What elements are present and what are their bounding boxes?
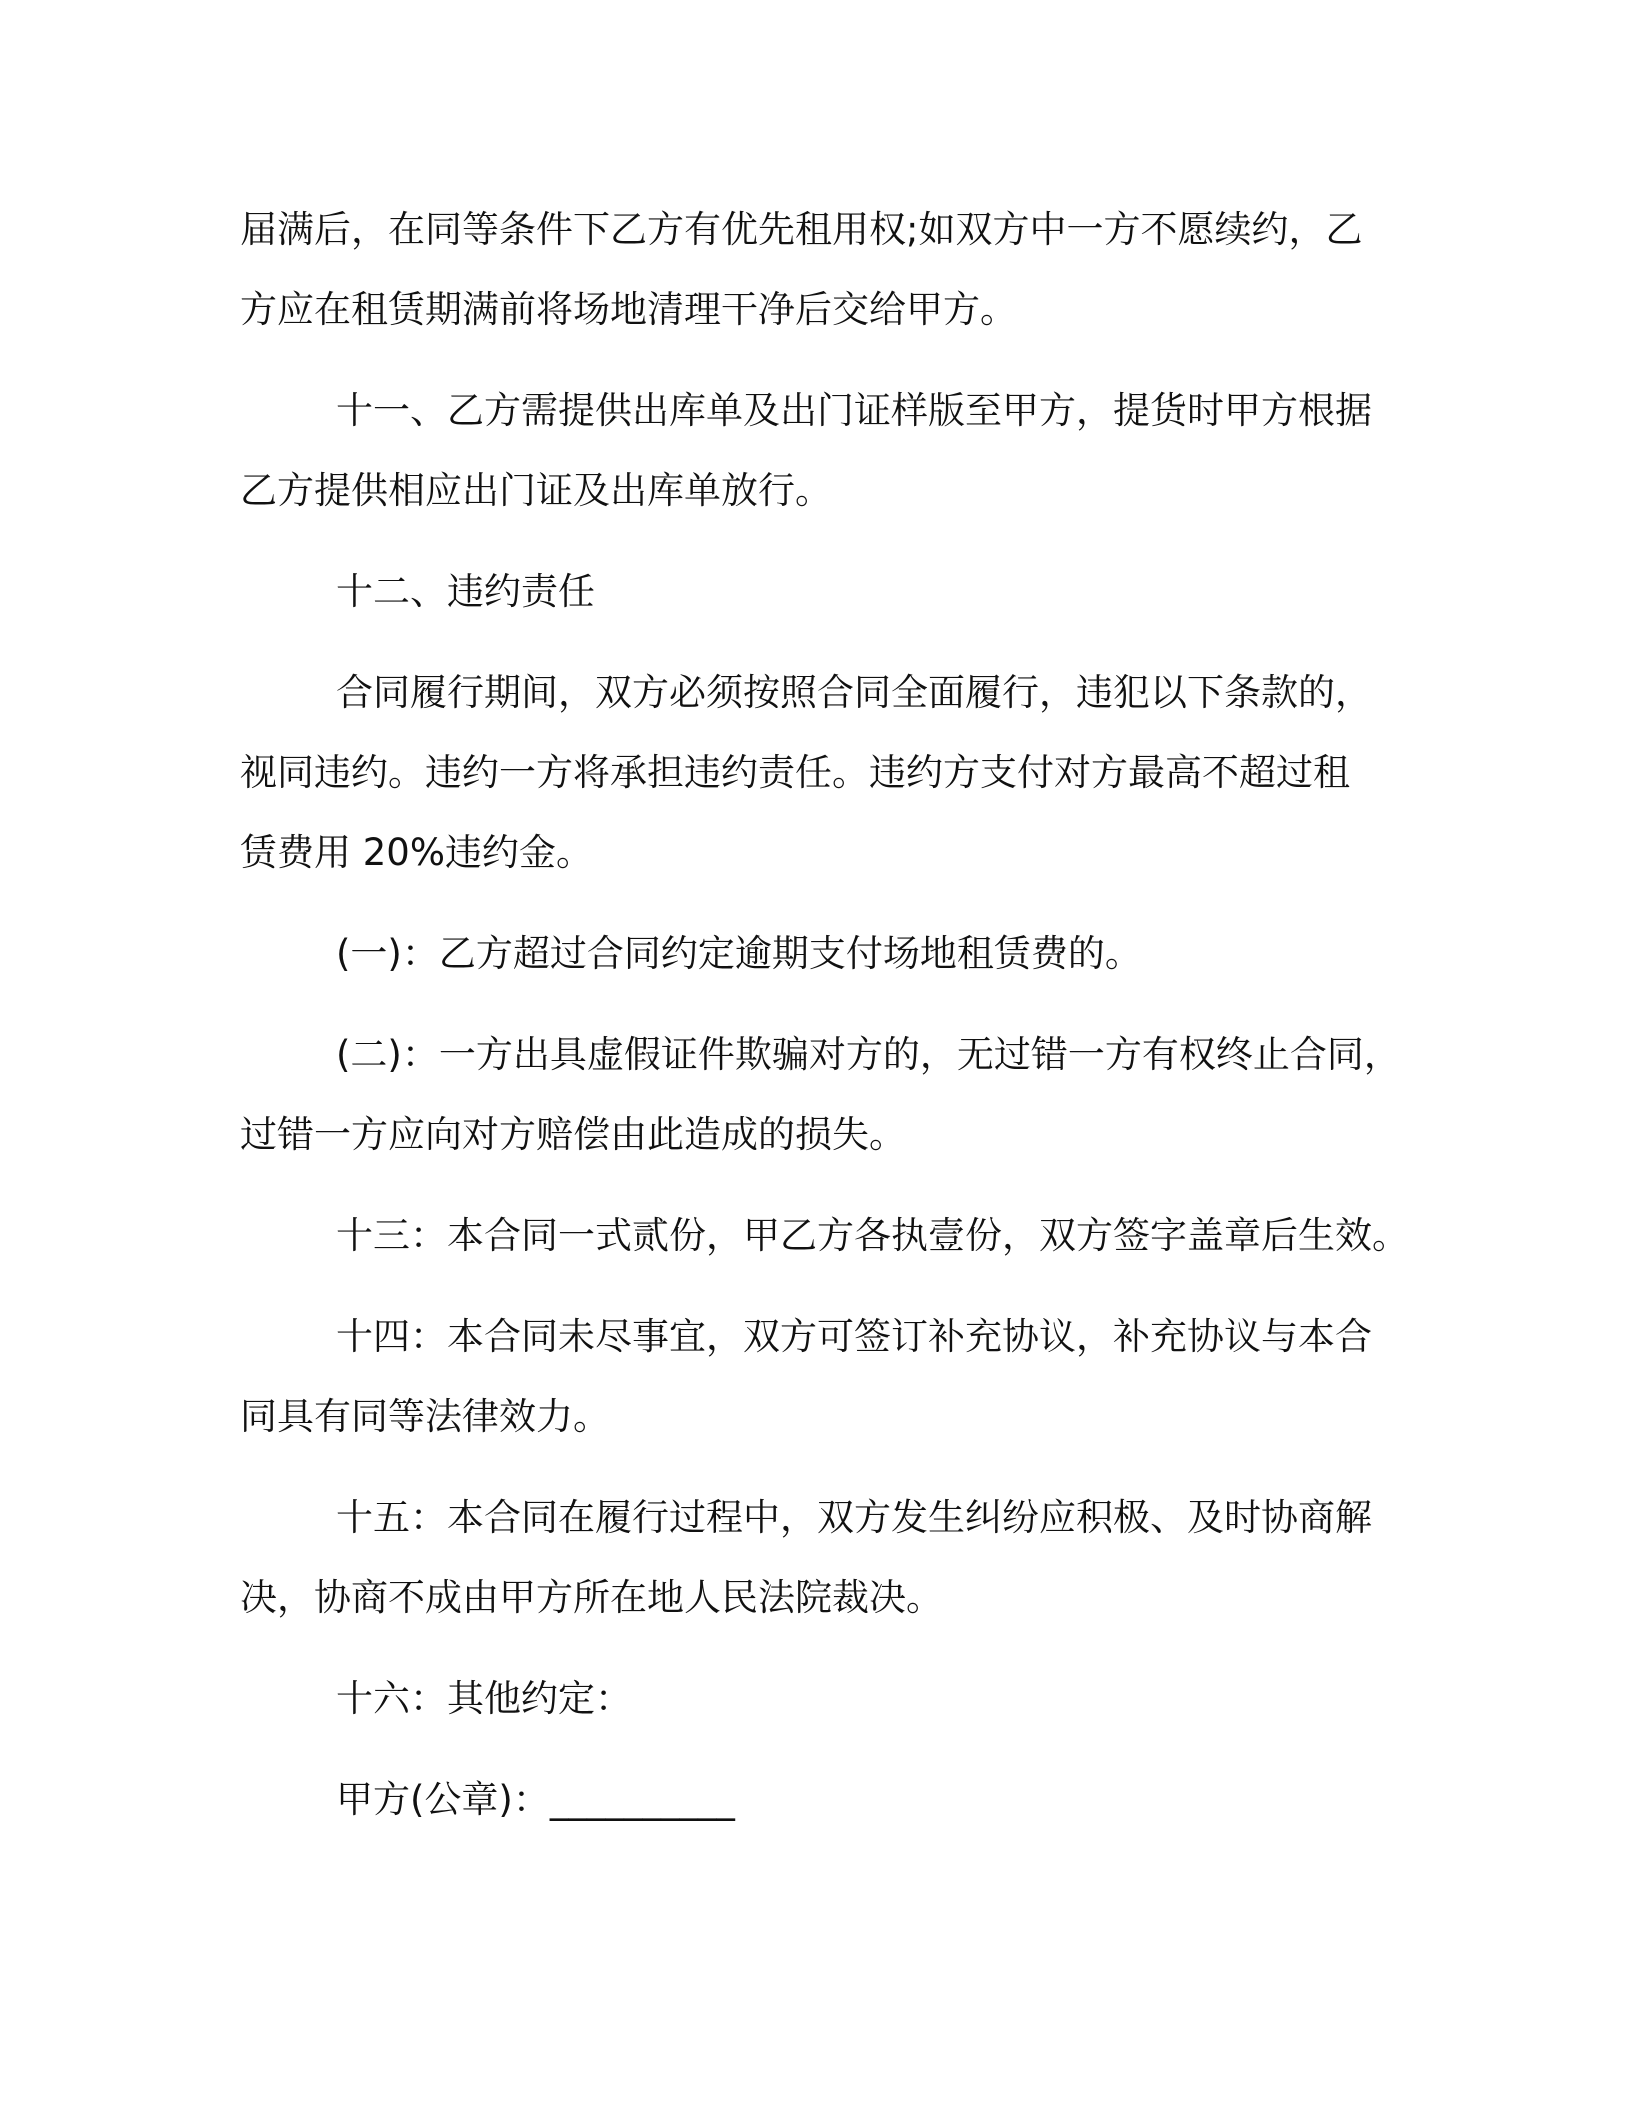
text-line: 决，协商不成由甲方所在地人民法院裁决。 [240, 1576, 943, 1619]
signature-block [240, 1760, 1410, 1840]
signature-blank: __________ [549, 1778, 735, 1821]
text-line: (一)：乙方超过合同约定逾期支付场地租赁费的。 [336, 932, 1142, 975]
paragraph-clause-12-body [240, 653, 1410, 893]
text-line: 十一、乙方需提供出库单及出门证样版至甲方，提货时甲方根据 [336, 389, 1372, 432]
text-line: 合同履行期间，双方必须按照合同全面履行，违犯以下条款的， [336, 671, 1372, 714]
text-line: 方应在租赁期满前将场地清理干净后交给甲方。 [240, 288, 1017, 331]
text-line: 届满后，在同等条件下乙方有优先租用权;如双方中一方不愿续约，乙 [240, 208, 1363, 251]
text-line: 乙方提供相应出门证及出库单放行。 [240, 469, 832, 512]
section-heading: 十二、违约责任 [336, 570, 595, 613]
text-line: 过错一方应向对方赔偿由此造成的损失。 [240, 1113, 906, 1156]
signature-label: 甲方(公章)： [336, 1778, 550, 1821]
paragraph-intro-continuation [240, 190, 1410, 350]
text-line: 十四：本合同未尽事宜，双方可签订补充协议，补充协议与本合 [336, 1315, 1372, 1358]
text-line: 同具有同等法律效力。 [240, 1395, 610, 1438]
paragraph-clause-13 [240, 1196, 1410, 1276]
document-body [240, 190, 1410, 1861]
text-line: 十三：本合同一式贰份，甲乙方各执壹份，双方签字盖章后生效。 [336, 1214, 1409, 1257]
text-line: 视同违约。违约一方将承担违约责任。违约方支付对方最高不超过租 [240, 751, 1350, 794]
paragraph-clause-12-item-2 [240, 1015, 1410, 1175]
paragraph-clause-11 [240, 371, 1410, 531]
paragraph-clause-14 [240, 1297, 1410, 1457]
signature-line-party-a [240, 1760, 1410, 1840]
paragraph-clause-12-item-1 [240, 914, 1410, 994]
text-line: (二)：一方出具虚假证件欺骗对方的，无过错一方有权终止合同， [336, 1033, 1401, 1076]
paragraph-clause-15 [240, 1478, 1410, 1638]
text-line: 十五：本合同在履行过程中，双方发生纠纷应积极、及时协商解 [336, 1496, 1372, 1539]
paragraph-clause-16 [240, 1659, 1410, 1739]
text-line: 赁费用 20%违约金。 [240, 831, 593, 874]
text-line: 十六：其他约定： [336, 1677, 632, 1720]
paragraph-clause-12-heading [240, 552, 1410, 632]
